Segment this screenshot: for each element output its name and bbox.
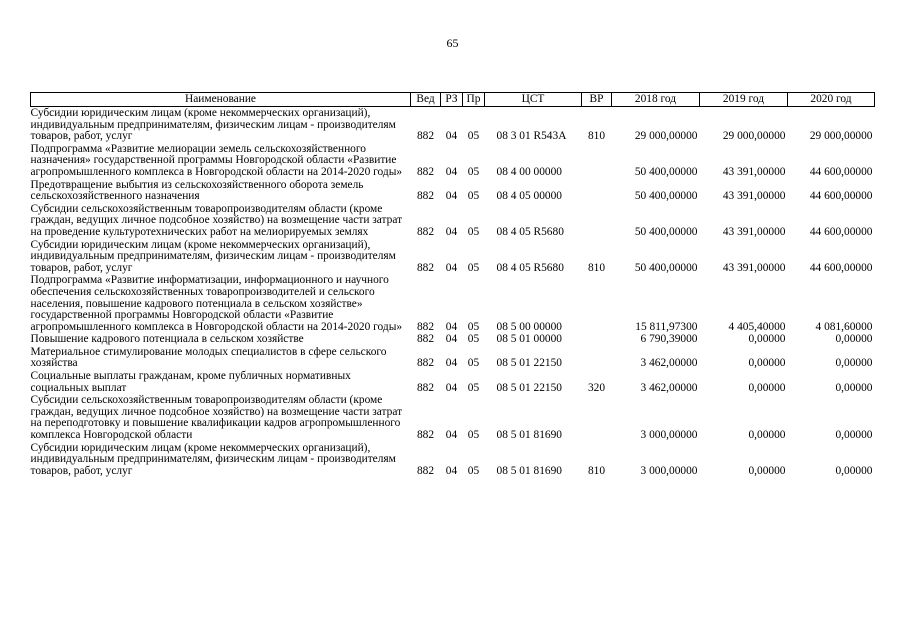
row-2019: 43 391,00000	[722, 190, 786, 203]
row-cst: 08 4 00 00000	[496, 165, 562, 178]
row-vr: 810	[587, 464, 606, 477]
table-row	[31, 239, 875, 275]
row-name: Материальное стимулирование молодых специалистов в сфере сельского хозяйства	[30, 345, 387, 370]
row-ved: 882	[416, 190, 435, 203]
row-ved: 882	[416, 429, 435, 442]
row-2020: 44 600,00000	[809, 225, 873, 238]
row-vr	[582, 179, 612, 203]
row-name: Подпрограмма «Развитие мелиорации земель сельскохозяйственного назначения» государственной программы Новгородской области «Развитие агропромышленного комплекса в Новгородской области на 2014-2020 годы»	[30, 142, 403, 178]
row-ved: 882	[416, 333, 435, 346]
table-row	[31, 143, 875, 179]
row-rz: 04	[445, 333, 458, 346]
row-name: Субсидии юридическим лицам (кроме некоммерческих организаций), индивидуальным предпринимателям, физическим лицам - производителям товаров, работ, услуг	[30, 238, 396, 274]
row-2019: 0,00000	[748, 357, 786, 370]
row-2019: 4 405,40000	[728, 320, 786, 333]
row-2018: 3 462,00000	[640, 357, 698, 370]
row-vr: 810	[587, 261, 606, 274]
row-name: Повышение кадрового потенциала в сельском хозяйстве	[30, 333, 304, 346]
row-cst: 08 4 05 00000	[496, 190, 562, 203]
row-ved: 882	[416, 225, 435, 238]
row-pr: 05	[467, 261, 480, 274]
row-vr	[582, 143, 612, 179]
row-ved: 882	[416, 165, 435, 178]
row-2020: 44 600,00000	[809, 165, 873, 178]
row-name: Субсидии сельскохозяйственным товаропроизводителям области (кроме граждан, ведущих личное подсобное хозяйство) на возмещение части затрат на проведение культуротехнических работ на мелиорируемых землях	[30, 202, 403, 238]
header-ved: Вед	[411, 93, 441, 107]
row-name: Предотвращение выбытия из сельскохозяйственного оборота земель сельскохозяйственного назначения	[30, 178, 364, 203]
row-2019: 0,00000	[748, 381, 786, 394]
row-name: Субсидии юридическим лицам (кроме некоммерческих организаций), индивидуальным предпринимателям, физическим лицам - производителям товаров, работ, услуг	[30, 107, 396, 143]
row-ved: 882	[416, 261, 435, 274]
row-2018: 3 462,00000	[640, 381, 698, 394]
row-vr: 810	[587, 130, 606, 143]
row-2020: 44 600,00000	[809, 261, 873, 274]
row-rz: 04	[445, 381, 458, 394]
row-ved: 882	[416, 464, 435, 477]
row-2018: 3 000,00000	[640, 429, 698, 442]
row-2018: 15 811,97300	[635, 320, 698, 333]
table-row	[31, 346, 875, 370]
row-cst: 08 4 05 R5680	[496, 261, 564, 274]
row-2020: 4 081,60000	[815, 320, 873, 333]
row-rz: 04	[445, 225, 458, 238]
row-cst: 08 5 01 00000	[496, 333, 562, 346]
header-cst: ЦСТ	[485, 93, 582, 107]
row-2020: 29 000,00000	[809, 130, 873, 143]
row-2019: 0,00000	[748, 333, 786, 346]
row-pr: 05	[467, 333, 480, 346]
row-name: Субсидии юридическим лицам (кроме некоммерческих организаций), индивидуальным предпринимателям, физическим лицам - производителям товаров, работ, услуг	[30, 441, 396, 477]
row-ved: 882	[416, 357, 435, 370]
row-ved: 882	[416, 381, 435, 394]
row-pr: 05	[467, 357, 480, 370]
row-rz: 04	[445, 261, 458, 274]
row-pr: 05	[467, 190, 480, 203]
row-2019: 43 391,00000	[722, 225, 786, 238]
table-row	[31, 394, 875, 441]
row-name: Субсидии сельскохозяйственным товаропроизводителям области (кроме граждан, ведущих личное подсобное хозяйство) на возмещение части затрат на переподготовку и повышение квалификации кадров агропромышленного комплекса Новгородской области	[30, 394, 403, 442]
row-cst: 08 3 01 R543A	[496, 130, 567, 143]
row-rz: 04	[445, 130, 458, 143]
header-2018: 2018 год	[612, 93, 700, 107]
table-body	[31, 107, 875, 478]
row-2019: 0,00000	[748, 429, 786, 442]
row-vr	[582, 274, 612, 333]
table-row	[31, 333, 875, 346]
row-cst: 08 5 00 00000	[496, 320, 562, 333]
row-cst: 08 5 01 81690	[496, 464, 562, 477]
row-cst: 08 5 01 22150	[496, 381, 562, 394]
header-2019: 2019 год	[700, 93, 788, 107]
row-2020: 0,00000	[835, 381, 873, 394]
row-vr: 320	[587, 381, 606, 394]
header-name: Наименование	[31, 93, 411, 107]
header-vr: ВР	[582, 93, 612, 107]
row-2019: 29 000,00000	[722, 130, 786, 143]
row-2019: 0,00000	[748, 464, 786, 477]
table-row	[31, 203, 875, 239]
row-2020: 0,00000	[835, 464, 873, 477]
row-pr: 05	[467, 429, 480, 442]
row-2019: 43 391,00000	[722, 165, 786, 178]
row-rz: 04	[445, 357, 458, 370]
row-vr	[582, 394, 612, 441]
row-pr: 05	[467, 381, 480, 394]
row-rz: 04	[445, 320, 458, 333]
row-2018: 29 000,00000	[634, 130, 698, 143]
table-row	[31, 274, 875, 333]
table-row	[31, 179, 875, 203]
row-ved: 882	[416, 320, 435, 333]
row-cst: 08 5 01 22150	[496, 357, 562, 370]
header-2020: 2020 год	[788, 93, 875, 107]
row-2020: 0,00000	[835, 333, 873, 346]
table-row	[31, 370, 875, 394]
row-cst: 08 5 01 81690	[496, 429, 562, 442]
row-vr	[582, 203, 612, 239]
table-header	[31, 93, 875, 107]
table-row	[31, 442, 875, 478]
table-row	[31, 107, 875, 143]
row-pr: 05	[467, 130, 480, 143]
row-name: Социальные выплаты гражданам, кроме публичных нормативных социальных выплат	[30, 370, 351, 394]
row-ved: 882	[416, 130, 435, 143]
row-pr: 05	[467, 464, 480, 477]
row-2018: 50 400,00000	[634, 225, 698, 238]
budget-table	[30, 92, 875, 477]
row-rz: 04	[445, 464, 458, 477]
row-2018: 50 400,00000	[634, 190, 698, 203]
row-vr	[582, 333, 612, 346]
row-pr: 05	[467, 320, 480, 333]
header-rz: РЗ	[441, 93, 463, 107]
row-rz: 04	[445, 165, 458, 178]
row-pr: 05	[467, 165, 480, 178]
row-2020: 44 600,00000	[809, 190, 873, 203]
row-2019: 43 391,00000	[722, 261, 786, 274]
row-2020: 0,00000	[835, 429, 873, 442]
page-number: 65	[446, 36, 459, 50]
row-2018: 3 000,00000	[640, 464, 698, 477]
row-name: Подпрограмма «Развитие информатизации, информационного и научного обеспечения сельскохозяйственных товаропроизводителей и сельского населения, повышение кадрового потенциала в сельском хозяйстве» государственной программы Новгородской области «Развитие агропромышленного комплекса в Новгородской области на 2014-2020 годы»	[30, 274, 403, 333]
row-2018: 6 790,39000	[640, 333, 698, 346]
row-2018: 50 400,00000	[634, 165, 698, 178]
header-row	[31, 93, 875, 107]
row-2018: 50 400,00000	[634, 261, 698, 274]
row-rz: 04	[445, 429, 458, 442]
row-pr: 05	[467, 225, 480, 238]
row-2020: 0,00000	[835, 357, 873, 370]
row-cst: 08 4 05 R5680	[496, 225, 564, 238]
row-vr	[582, 346, 612, 370]
header-pr: Пр	[463, 93, 485, 107]
row-rz: 04	[445, 190, 458, 203]
